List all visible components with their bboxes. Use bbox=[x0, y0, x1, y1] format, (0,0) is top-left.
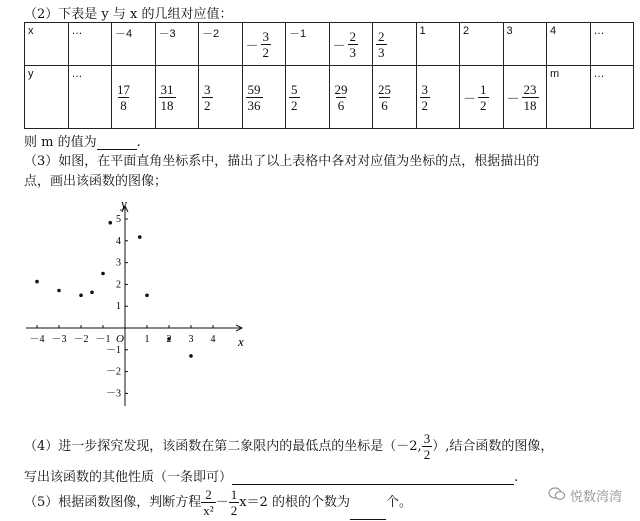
y-header: y bbox=[25, 66, 69, 129]
denominator: 2 bbox=[480, 97, 487, 113]
table-cell: … bbox=[68, 23, 112, 66]
table-cell-fraction bbox=[503, 66, 547, 129]
x-tick-label: 1 bbox=[144, 334, 150, 345]
q4-frac-den: 2 bbox=[423, 447, 431, 462]
table-cell-fraction bbox=[286, 66, 330, 129]
plotted-point bbox=[167, 337, 171, 341]
table-cell: －4 bbox=[112, 23, 156, 66]
x-tick-label: －3 bbox=[51, 334, 67, 345]
numerator: 2 bbox=[349, 28, 357, 44]
fraction bbox=[202, 82, 213, 113]
origin-label: O bbox=[116, 333, 124, 345]
table-cell-fraction bbox=[460, 66, 504, 129]
plotted-point bbox=[189, 354, 193, 358]
y-tick-label: 1 bbox=[116, 301, 121, 313]
plotted-point bbox=[35, 280, 39, 284]
q5-line bbox=[24, 486, 412, 520]
q5-text: （5）根据函数图像，判断方程 bbox=[24, 495, 202, 510]
numerator: 3 bbox=[204, 81, 211, 97]
coordinate-graph bbox=[20, 194, 270, 409]
q5-end: 个。 bbox=[385, 495, 412, 510]
denominator: 18 bbox=[160, 97, 174, 113]
q4-line2-text: 写出该函数的其他性质（一条即可） bbox=[24, 470, 233, 485]
property-answer-blank[interactable] bbox=[232, 471, 514, 485]
q4-point-fraction bbox=[422, 431, 433, 462]
fraction bbox=[376, 29, 387, 60]
y-tick-label: 3 bbox=[116, 257, 121, 269]
plotted-point bbox=[101, 272, 105, 276]
table-cell: 4 bbox=[547, 23, 591, 66]
numerator: 31 bbox=[160, 81, 174, 97]
table-cell: －3 bbox=[155, 23, 199, 66]
numerator: 29 bbox=[334, 81, 348, 97]
fraction bbox=[348, 29, 359, 60]
numerator: 17 bbox=[117, 81, 130, 97]
minus-sign: － bbox=[245, 37, 259, 53]
table-cell-fraction bbox=[155, 66, 199, 129]
minus-sign: － bbox=[463, 90, 477, 106]
q5-frac1 bbox=[201, 487, 215, 518]
q5-minus: － bbox=[215, 495, 229, 510]
fraction bbox=[333, 82, 350, 113]
minus-sign: － bbox=[506, 90, 520, 106]
table-cell: m bbox=[547, 66, 591, 129]
q5-frac2 bbox=[229, 487, 240, 518]
q3-line1: （3）如图，在平面直角坐标系中，描出了以上表格中各对对应值为坐标的点，根据描出的 bbox=[24, 154, 540, 169]
q5-frac1-den: x² bbox=[203, 503, 214, 518]
m-question-end: . bbox=[136, 135, 141, 150]
q3-line2: 点，画出该函数的图像； bbox=[24, 174, 168, 189]
table-row-y bbox=[25, 66, 634, 129]
minus-sign: － bbox=[332, 37, 346, 53]
numerator: 5 bbox=[291, 81, 298, 97]
y-tick-label: 2 bbox=[116, 279, 121, 291]
q4-text-end: 结合函数的图像， bbox=[449, 439, 554, 454]
denominator: 3 bbox=[349, 44, 357, 60]
denominator: 6 bbox=[337, 97, 345, 113]
fraction bbox=[522, 82, 539, 113]
table-cell: －2 bbox=[199, 23, 243, 66]
numerator: 59 bbox=[247, 81, 261, 97]
y-tick-label: －1 bbox=[106, 344, 121, 356]
table-cell: … bbox=[590, 66, 634, 129]
q4-line2 bbox=[24, 466, 518, 485]
table-cell-fraction bbox=[329, 66, 373, 129]
q5-frac2-num: 1 bbox=[230, 487, 238, 502]
denominator: 2 bbox=[291, 97, 298, 113]
denominator: 36 bbox=[247, 97, 261, 113]
table-cell-fraction bbox=[329, 23, 373, 66]
table-cell: －1 bbox=[286, 23, 330, 66]
numerator: 3 bbox=[262, 28, 270, 44]
q4-text: （4）进一步探究发现，该函数在第二象限内的最低点的坐标是 bbox=[24, 439, 384, 454]
q4-point-open: （－2, bbox=[383, 439, 422, 454]
value-table bbox=[24, 22, 634, 129]
table-cell-fraction bbox=[242, 66, 286, 129]
q4-line2-end: . bbox=[514, 470, 519, 485]
fraction bbox=[261, 29, 272, 60]
table-cell-fraction bbox=[199, 66, 243, 129]
table-cell: 2 bbox=[460, 23, 504, 66]
denominator: 6 bbox=[381, 97, 388, 113]
numerator: 25 bbox=[378, 81, 391, 97]
table-cell: 1 bbox=[416, 23, 460, 66]
table-row-x bbox=[25, 23, 634, 66]
table-cell: … bbox=[590, 23, 634, 66]
root-count-blank[interactable] bbox=[350, 506, 386, 520]
table-cell-fraction bbox=[242, 23, 286, 66]
x-tick-label: －1 bbox=[95, 334, 111, 345]
q5-mid: x＝2 的根的个数为 bbox=[239, 495, 350, 510]
plotted-point bbox=[57, 289, 61, 293]
denominator: 3 bbox=[378, 44, 385, 60]
numerator: 2 bbox=[378, 28, 385, 44]
denominator: 2 bbox=[204, 97, 211, 113]
q5-frac2-den: 2 bbox=[230, 503, 238, 518]
y-axis-label: y bbox=[121, 196, 127, 211]
watermark-text: 悦数湾湾 bbox=[569, 490, 622, 505]
q4-point-close: ）, bbox=[432, 439, 450, 454]
x-tick-label: 4 bbox=[210, 334, 216, 345]
plotted-point bbox=[138, 235, 142, 239]
y-tick-label: －2 bbox=[106, 366, 121, 378]
fraction bbox=[115, 82, 132, 113]
numerator: 3 bbox=[421, 81, 428, 97]
fraction bbox=[478, 82, 489, 113]
numerator: 1 bbox=[480, 81, 487, 97]
table-cell-fraction bbox=[112, 66, 156, 129]
m-answer-blank[interactable] bbox=[97, 136, 137, 150]
denominator: 8 bbox=[120, 97, 127, 113]
m-question bbox=[24, 131, 141, 150]
x-axis-label: x bbox=[238, 334, 244, 349]
plotted-point bbox=[79, 294, 83, 298]
table-cell-fraction bbox=[373, 23, 417, 66]
q2-intro: （2）下表是 y 与 x 的几组对应值： bbox=[24, 7, 233, 22]
fraction bbox=[289, 82, 300, 113]
x-tick-label: 3 bbox=[188, 334, 194, 345]
table-cell: … bbox=[68, 66, 112, 129]
table-cell-fraction bbox=[373, 66, 417, 129]
table-cell-fraction bbox=[416, 66, 460, 129]
denominator: 2 bbox=[262, 44, 270, 60]
x-tick-label: －4 bbox=[29, 334, 45, 345]
plotted-point bbox=[145, 294, 149, 298]
plotted-point bbox=[90, 290, 94, 294]
table-cell: 3 bbox=[503, 23, 547, 66]
numerator: 23 bbox=[523, 81, 537, 97]
plotted-point bbox=[108, 221, 112, 225]
fraction bbox=[376, 82, 393, 113]
x-header: x bbox=[25, 23, 69, 66]
x-tick-label: －2 bbox=[73, 334, 89, 345]
q5-frac1-num: 2 bbox=[205, 487, 212, 502]
q4-line1 bbox=[24, 430, 553, 464]
fraction bbox=[159, 82, 176, 113]
denominator: 2 bbox=[421, 97, 428, 113]
y-tick-label: 4 bbox=[116, 235, 121, 247]
wechat-icon bbox=[548, 487, 566, 505]
fraction bbox=[246, 82, 263, 113]
m-question-text: 则 m 的值为 bbox=[24, 135, 97, 150]
q4-frac-num: 3 bbox=[423, 431, 431, 446]
y-tick-label: －3 bbox=[106, 388, 121, 400]
fraction bbox=[420, 82, 431, 113]
denominator: 18 bbox=[523, 97, 537, 113]
watermark bbox=[548, 486, 622, 505]
y-tick-label: 5 bbox=[116, 214, 121, 225]
